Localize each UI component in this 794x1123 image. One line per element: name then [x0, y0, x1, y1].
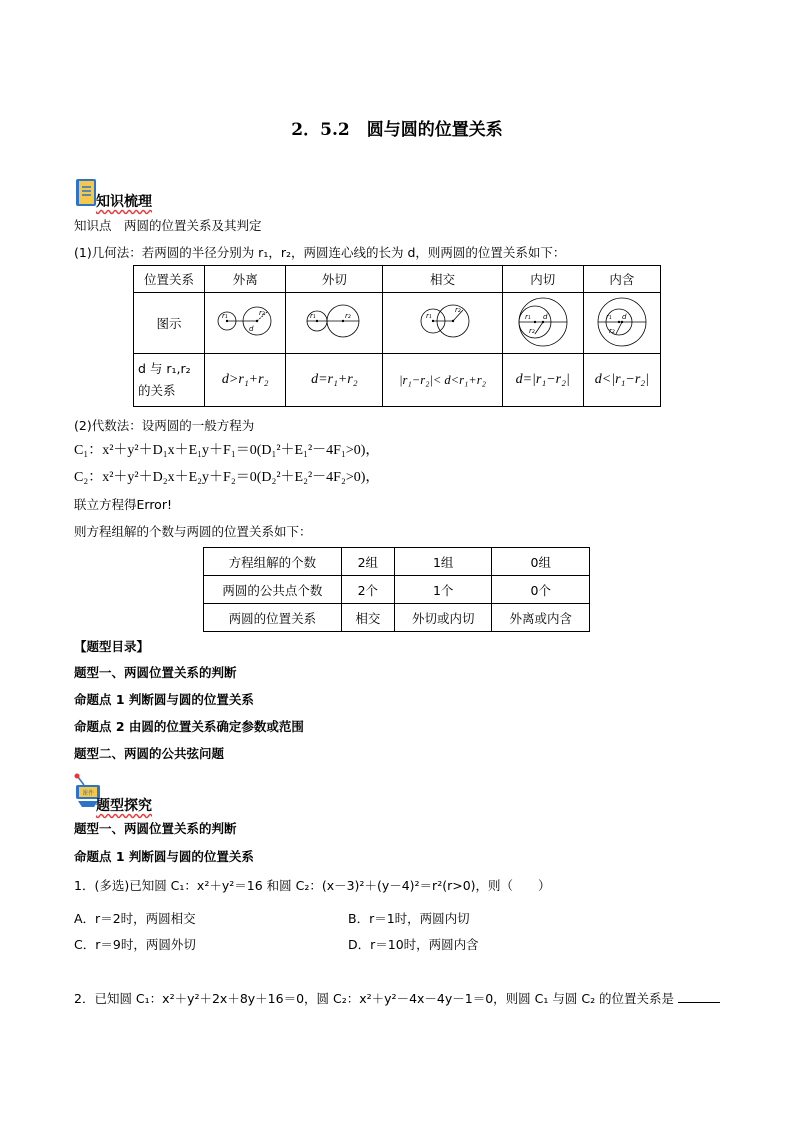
- table-cell: 0组: [492, 548, 590, 576]
- question-1-option-a: A．r＝2时，两圆相交: [74, 911, 196, 926]
- diagram-intersect: [383, 293, 502, 354]
- svg-text:r₁: r₁: [524, 312, 531, 321]
- diagram-internal-tangent: [502, 293, 583, 354]
- relation-cell: d=r₁+r₂: [286, 354, 383, 407]
- catalog-item: 题型一、两圆位置关系的判断: [74, 665, 237, 680]
- position-relation-table: [133, 265, 661, 407]
- relation-cell: d<|r₁−r₂|: [583, 354, 660, 407]
- question-2-stem: 2．已知圆 C₁：x²＋y²＋2x＋8y＋16＝0，圆 C₂：x²＋y²－4x－4y－1＝0，则圆 C₁ 与圆 C₂ 的位置关系是: [74, 991, 675, 1006]
- circle1-equation: C₁：x²＋y²＋D₁x＋E₁y＋F₁＝0(D₁²＋E₁²－4F₁>0)，: [74, 443, 380, 458]
- question-1-option-c: C．r＝9时，两圆外切: [74, 937, 196, 952]
- table-cell: 1个: [394, 576, 492, 604]
- table-header-cell: 相交: [383, 266, 502, 293]
- svg-text:d: d: [621, 312, 627, 321]
- catalog-heading: 【题型目录】: [74, 639, 150, 654]
- catalog-item: 题型二、两圆的公共弦问题: [74, 746, 225, 761]
- table-header-cell: 内含: [583, 266, 660, 293]
- table-cell: 外切或内切: [394, 604, 492, 632]
- svg-text:r₂: r₂: [528, 326, 535, 335]
- classroom-badge: 课件: [82, 790, 95, 797]
- explore-type-heading: 题型一、两圆位置关系的判断: [74, 821, 237, 836]
- joint-equation-text: 联立方程得Error!: [74, 497, 172, 512]
- table-header-cell: 外切: [286, 266, 383, 293]
- label-d: d: [249, 324, 254, 333]
- table-header-cell: 位置关系: [134, 266, 205, 293]
- table-cell: 两圆的公共点个数: [204, 576, 342, 604]
- relation-cell: d=|r₁−r₂|: [502, 354, 583, 407]
- table-header-cell: 内切: [502, 266, 583, 293]
- table-cell: 2组: [341, 548, 394, 576]
- diagram-external-tangent: [286, 293, 383, 354]
- relation-row-label: d 与 r₁,r₂ 的关系: [134, 354, 205, 407]
- circle2-equation: C₂：x²＋y²＋D₂x＋E₂y＋F₂＝0(D₂²＋E₂²－4F₂>0)，: [74, 470, 380, 485]
- knowledge-point-title: 知识点 两圆的位置关系及其判定: [74, 218, 262, 233]
- svg-text:r₁: r₁: [310, 311, 317, 320]
- geometric-method-text: (1)几何法：若两圆的半径分别为 r₁，r₂，两圆连心线的长为 d，则两圆的位置关系如下：: [74, 245, 566, 260]
- question-2: [74, 989, 720, 1007]
- svg-text:r₂: r₂: [345, 311, 352, 320]
- relation-cell: d>r₁+r₂: [205, 354, 286, 407]
- catalog-item: 命题点 2 由圆的位置关系确定参数或范围: [74, 719, 304, 734]
- diagram-contain: [583, 293, 660, 354]
- label-r1: r₁: [222, 311, 228, 320]
- relation-cell: |r₁−r₂|< d<r₁+r₂: [383, 354, 502, 407]
- page-title: 2．5.2 圆与圆的位置关系: [291, 120, 503, 140]
- explore-point-heading: 命题点 1 判断圆与圆的位置关系: [74, 849, 254, 864]
- table-header-cell: 外离: [205, 266, 286, 293]
- table-cell: 2个: [341, 576, 394, 604]
- table-cell: 方程组解的个数: [204, 548, 342, 576]
- question-1-option-b: B．r＝1时，两圆内切: [348, 911, 470, 926]
- algebraic-method-text: (2)代数法：设两圆的一般方程为: [74, 418, 255, 433]
- table-cell: 两圆的位置关系: [204, 604, 342, 632]
- answer-blank[interactable]: [678, 990, 720, 1003]
- table-cell: 0个: [492, 576, 590, 604]
- svg-text:r₂: r₂: [454, 305, 461, 314]
- section-explore-label: 题型探究: [96, 798, 152, 814]
- diagram-row-label: 图示: [134, 293, 205, 354]
- question-1-stem: 1．(多选)已知圆 C₁：x²＋y²＝16 和圆 C₂：(x－3)²＋(y－4)²＝r²(r>0)，则（ ）: [74, 878, 551, 893]
- label-r2: r₂: [259, 308, 265, 317]
- solutions-intro-text: 则方程组解的个数与两圆的位置关系如下：: [74, 524, 312, 539]
- table-cell: 外离或内含: [492, 604, 590, 632]
- table-cell: 相交: [341, 604, 394, 632]
- solutions-table: [203, 547, 590, 632]
- svg-text:r₁: r₁: [425, 311, 432, 320]
- question-1-option-d: D．r＝10时，两圆内含: [348, 937, 479, 952]
- section-knowledge-label: 知识梳理: [96, 194, 152, 210]
- diagram-separate: [205, 293, 286, 354]
- table-cell: 1组: [394, 548, 492, 576]
- svg-text:r₂: r₂: [608, 326, 615, 335]
- svg-text:r₁: r₁: [605, 312, 612, 321]
- svg-text:d: d: [542, 312, 548, 321]
- catalog-item: 命题点 1 判断圆与圆的位置关系: [74, 692, 254, 707]
